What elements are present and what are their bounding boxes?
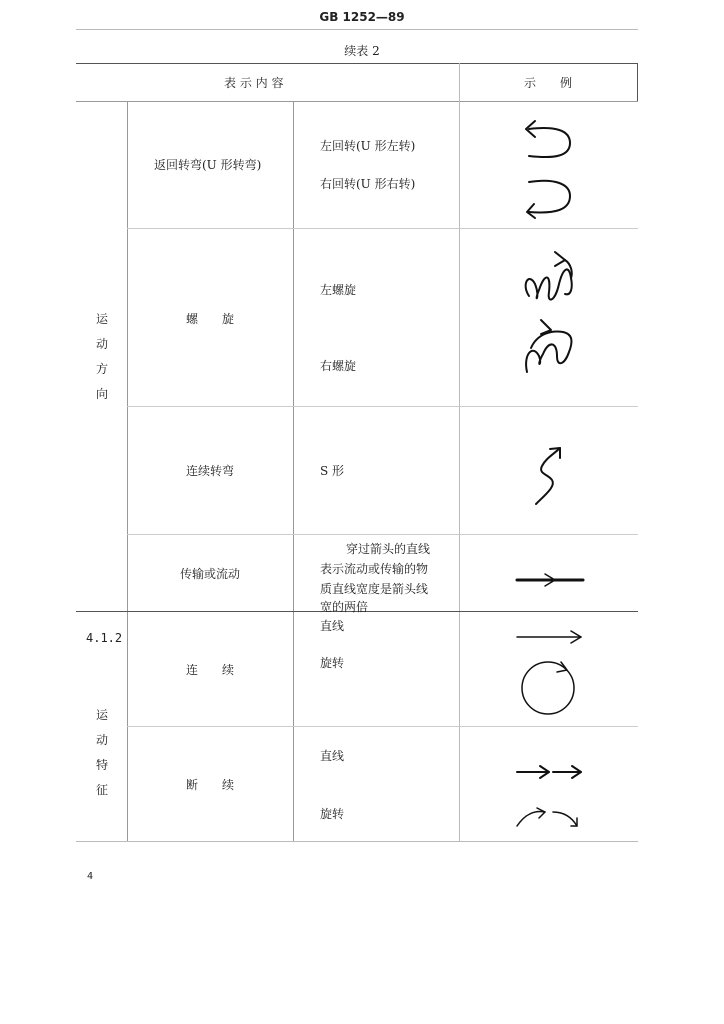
s-turn-arrow — [536, 448, 560, 504]
desc-flow-line-1: 穿过箭头的直线 — [346, 542, 431, 556]
intermittent-rotation-arrow-1 — [517, 812, 545, 826]
row-label-intermittent: 断 续 — [186, 778, 235, 792]
left-spiral-arrow — [526, 269, 572, 299]
group-column-border — [127, 101, 128, 841]
left-u-turn-arrow — [529, 128, 570, 157]
flow-symbol — [515, 568, 585, 592]
table-bottom-border — [76, 841, 638, 842]
group-label-motion-feature: 运 动 特 征 — [95, 708, 108, 797]
header-divider — [76, 29, 638, 30]
desc-continuous-rotation: 旋转 — [320, 656, 345, 670]
table-top-border — [76, 63, 638, 64]
row-divider — [127, 534, 638, 535]
u-turn-symbols — [515, 116, 585, 226]
s-turn-symbol — [530, 444, 570, 509]
desc-right-u-turn: 右回转(U 形右转) — [320, 177, 416, 191]
group-label-motion-direction: 运 动 方 向 — [95, 312, 108, 401]
row-label-u-turn: 返回转弯(U 形转弯) — [154, 158, 262, 172]
row-label-continuous: 连 续 — [186, 663, 235, 677]
header-example: 示 例 — [524, 76, 573, 90]
desc-left-u-turn: 左回转(U 形左转) — [320, 139, 416, 153]
right-spiral-arrow — [526, 332, 571, 372]
desc-continuous-line: 直线 — [320, 619, 345, 633]
row-label-flow: 传输或流动 — [180, 567, 241, 581]
standard-number: GB 1252—89 — [319, 10, 405, 24]
desc-left-spiral: 左螺旋 — [320, 283, 357, 297]
label-column-border — [293, 101, 294, 841]
arrowhead — [537, 808, 545, 818]
page-number: 4 — [87, 871, 94, 882]
spiral-symbols — [515, 244, 585, 384]
desc-right-spiral: 右螺旋 — [320, 359, 357, 373]
desc-intermittent-rotation: 旋转 — [320, 807, 345, 821]
table-right-border — [637, 63, 638, 101]
row-divider — [127, 726, 638, 727]
row-label-s-turn: 连续转弯 — [186, 464, 235, 478]
table-title: 续表 2 — [344, 44, 380, 58]
example-column-border — [459, 63, 460, 841]
arrowhead — [555, 252, 565, 266]
arrowhead — [527, 204, 535, 218]
row-label-spiral: 螺 旋 — [186, 312, 235, 326]
right-u-turn-arrow — [529, 181, 570, 213]
section-number: 4.1.2 — [86, 631, 123, 645]
table-header-bottom — [76, 101, 638, 102]
desc-flow-line-2: 表示流动或传输的物 — [320, 562, 429, 576]
row-divider — [127, 406, 638, 407]
desc-flow-line-4: 宽的两倍 — [320, 600, 369, 614]
desc-flow-line-3: 质直线宽度是箭头线 — [320, 582, 429, 596]
intermittent-symbols — [515, 760, 585, 832]
row-divider — [127, 228, 638, 229]
desc-intermittent-line: 直线 — [320, 749, 345, 763]
continuous-symbols — [515, 626, 585, 721]
desc-s-turn: S 形 — [320, 464, 345, 478]
intermittent-rotation-arrow-2 — [553, 812, 577, 826]
header-content: 表 示 内 容 — [224, 76, 284, 90]
